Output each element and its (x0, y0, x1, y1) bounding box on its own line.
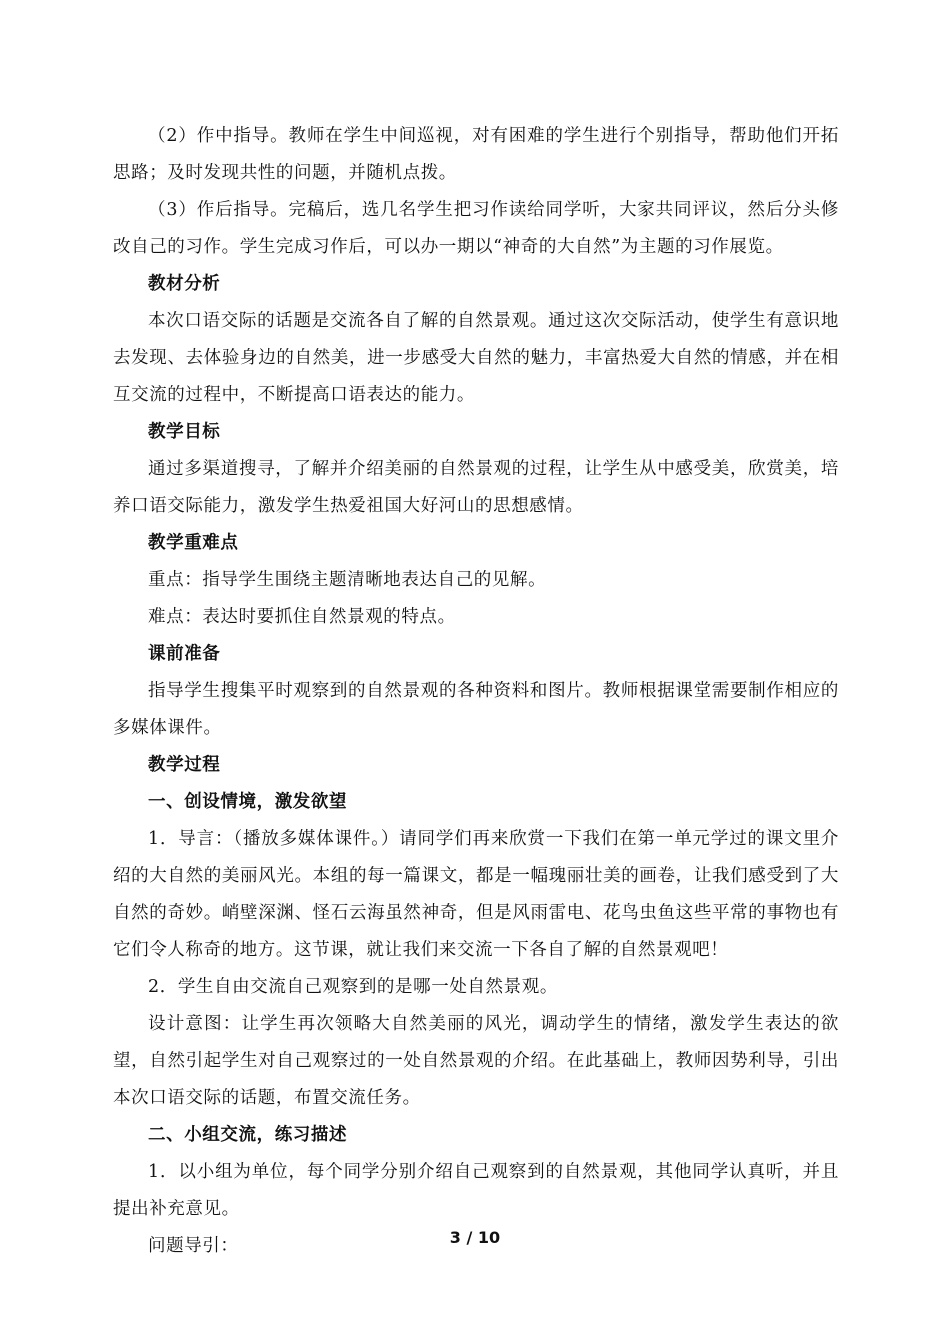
paragraph: 1．以小组为单位，每个同学分别介绍自己观察到的自然景观，其他同学认真听，并且提出补充意见。 (113, 1162, 839, 1219)
section-heading: 教学目标 (148, 422, 221, 442)
paragraph: 指导学生搜集平时观察到的自然景观的各种资料和图片。教师根据课堂需要制作相应的多媒体课件。 (113, 681, 839, 738)
section-heading: 课前准备 (148, 644, 221, 664)
section-heading: 教材分析 (148, 274, 221, 294)
page-number: 3 / 10 (449, 1228, 501, 1247)
paragraph: 本次口语交际的话题是交流各自了解的自然景观。通过这次交际活动，使学生有意识地去发现、去体验身边的自然美，进一步感受大自然的魅力，丰富热爱大自然的情感，并在相互交流的过程中，不断提高口语表达的能力。 (113, 311, 839, 405)
paragraph: 通过多渠道搜寻，了解并介绍美丽的自然景观的过程，让学生从中感受美，欣赏美，培养口语交际能力，激发学生热爱祖国大好河山的思想感情。 (113, 459, 839, 516)
section-heading: 教学过程 (148, 755, 221, 775)
step-heading: 二、小组交流，练习描述 (148, 1125, 348, 1145)
paragraph: 1．导言：（播放多媒体课件。）请同学们再来欣赏一下我们在第一单元学过的课文里介绍的大自然的美丽风光。本组的每一篇课文，都是一幅瑰丽壮美的画卷，让我们感受到了大自然的奇妙。峭壁深渊、怪石云海虽然神奇，但是风雨雷电、花鸟虫鱼这些平常的事物也有它们令人称奇的地方。这节课，就让我们来交流一下各自了解的自然景观吧！ (113, 829, 839, 960)
paragraph: 设计意图：让学生再次领略大自然美丽的风光，调动学生的情绪，激发学生表达的欲望，自然引起学生对自己观察过的一处自然景观的介绍。在此基础上，教师因势利导，引出本次口语交际的话题，布置交流任务。 (113, 1014, 839, 1108)
document-body (113, 118, 839, 1265)
paragraph: 2．学生自由交流自己观察到的是哪一处自然景观。 (148, 977, 558, 997)
paragraph: （2）作中指导。教师在学生中间巡视，对有困难的学生进行个别指导，帮助他们开拓思路；及时发现共性的问题，并随机点拨。 (113, 126, 839, 183)
section-heading: 教学重难点 (148, 533, 239, 553)
paragraph: （3）作后指导。完稿后，选几名学生把习作读给同学听，大家共同评议，然后分头修改自己的习作。学生完成习作后，可以办一期以“神奇的大自然”为主题的习作展览。 (113, 200, 839, 257)
step-heading: 一、创设情境，激发欲望 (148, 792, 348, 812)
paragraph: 问题导引： (148, 1236, 239, 1256)
paragraph: 难点：表达时要抓住自然景观的特点。 (148, 607, 456, 627)
paragraph: 重点：指导学生围绕主题清晰地表达自己的见解。 (148, 570, 547, 590)
